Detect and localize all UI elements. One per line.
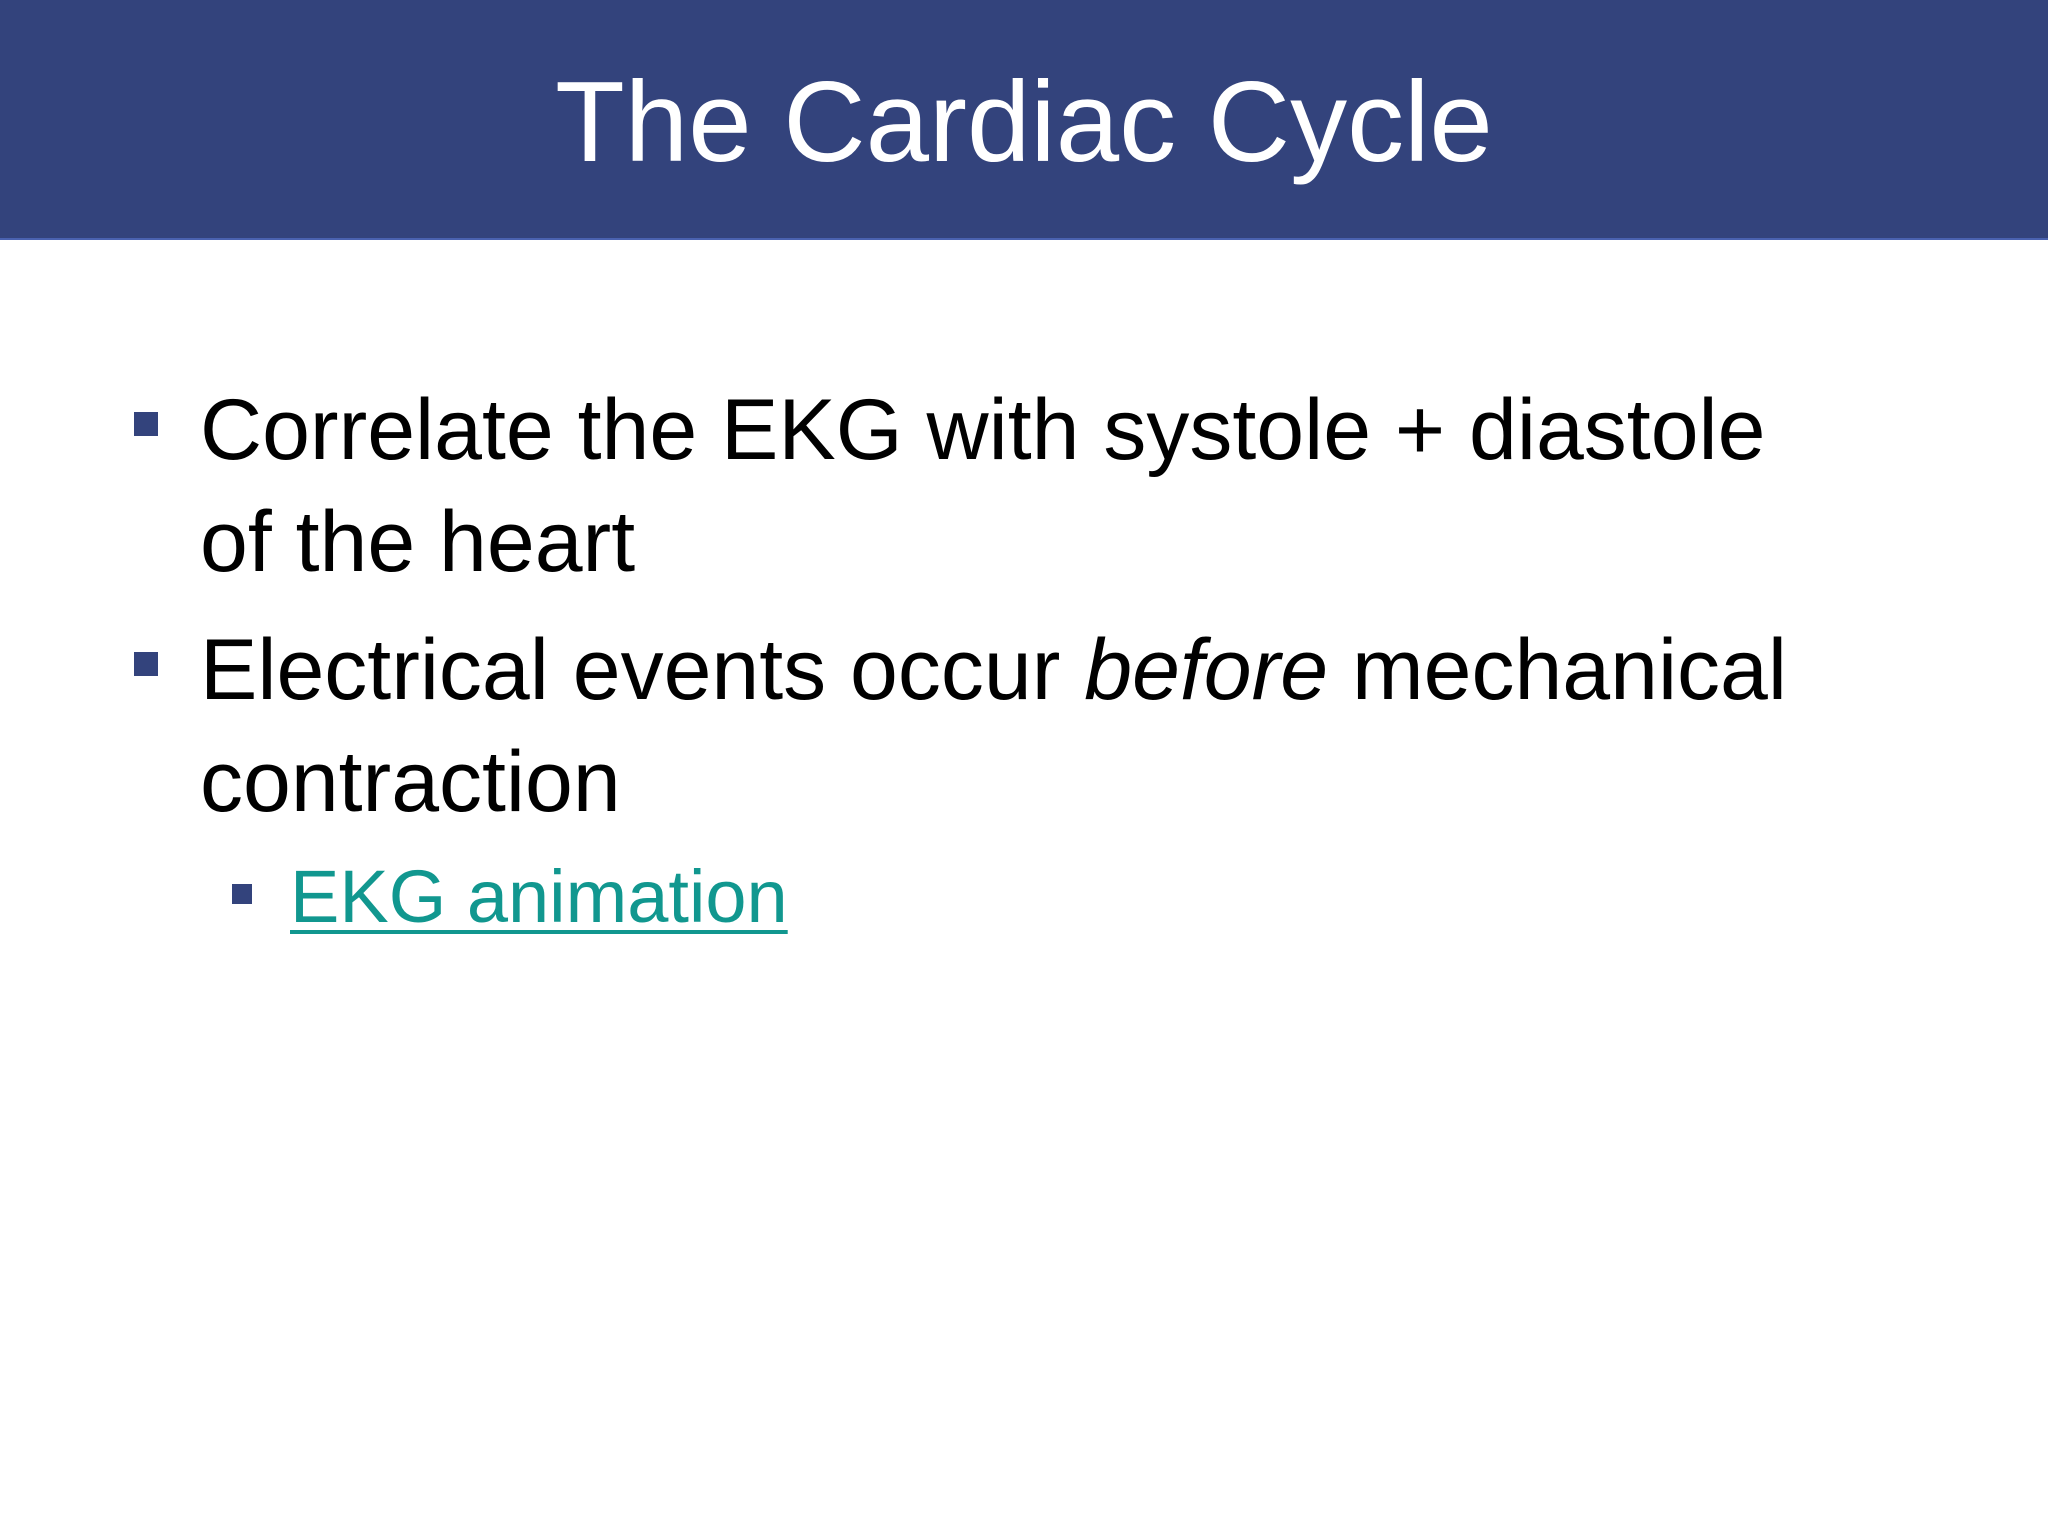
sub-bullet-square-icon	[232, 884, 252, 904]
bullet-correlate-line1: Correlate the EKG with systole + diastole	[200, 382, 1766, 478]
bullet-correlate-line2: of the heart	[200, 494, 636, 590]
bullet-correlate	[200, 374, 1765, 598]
bullet-electrical-events	[200, 614, 1787, 838]
bullet-electrical-line1	[200, 614, 1787, 726]
bullet-electrical-text-emphasis: before	[1084, 622, 1329, 718]
bullet-square-icon	[134, 652, 158, 676]
ekg-animation-link[interactable]: EKG animation	[290, 855, 788, 938]
bullet-square-icon	[134, 412, 158, 436]
slide-title: The Cardiac Cycle	[555, 59, 1493, 186]
bullet-electrical-text-pre: Electrical events occur	[200, 622, 1085, 718]
bullet-electrical-text-post: mechanical	[1328, 622, 1787, 718]
title-bar	[0, 0, 2048, 240]
bullet-electrical-line2: contraction	[200, 734, 621, 830]
